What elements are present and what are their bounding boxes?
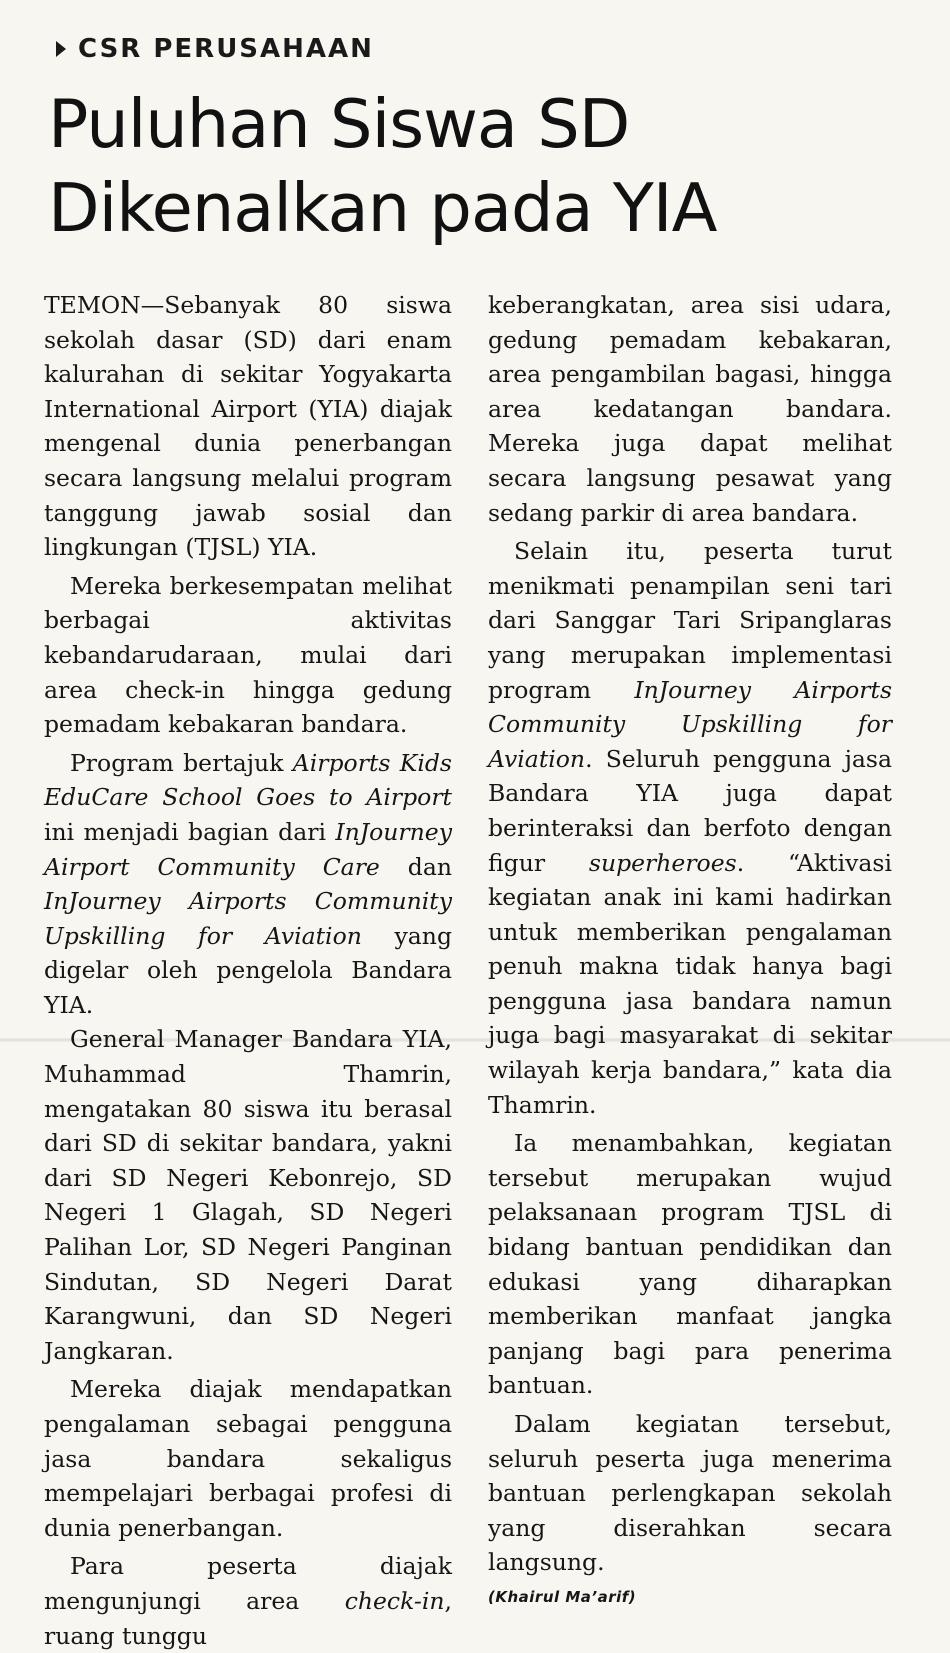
paragraph-8: Ia menambahkan, kegiatan tersebut merupakan wujud pelaksanaan program TJSL di bidang bantuan pendidikan dan edukasi yang diharapkan memberikan manfaat jangka panjang bagi para penerima bantuan. <box>488 1129 892 1400</box>
headline-line-2: Dikenalkan pada YIA <box>48 169 717 247</box>
paragraph-5: Mereka diajak mendapatkan pengalaman sebagai pengguna jasa bandara sekaligus mempelajari berbagai profesi di dunia penerbangan. <box>44 1375 452 1542</box>
headline <box>48 82 908 250</box>
paragraph-9: Dalam kegiatan tersebut, seluruh peserta juga menerima bantuan perlengkapan sekolah yang diserahkan secara langsung. <box>488 1410 892 1577</box>
triangle-bullet-icon <box>56 41 66 57</box>
rubric-label: CSR PERUSAHAAN <box>78 34 374 64</box>
paragraph-4: General Manager Bandara YIA, Muhammad Thamrin, mengatakan 80 siswa itu berasal dari SD di sekitar bandara, yakni dari SD Negeri Kebonrejo, SD Negeri 1 Glagah, SD Negeri Palihan Lor, SD Negeri Panginan Sindutan, SD Negeri Darat Karangwuni, dan SD Negeri Jangkaran. <box>44 1025 452 1365</box>
paragraph-2: Mereka berkesempatan melihat berbagai aktivitas kebandarudaraan, mulai dari area check-in hingga gedung pemadam kebakaran bandara. <box>44 571 452 739</box>
dateline: TEMON— <box>44 291 165 319</box>
paragraph-6-continued: keberangkatan, area sisi udara, gedung pemadam kebakaran, area pengambilan bagasi, hingga area kedatangan bandara. Mereka juga dapat melihat secara langsung pesawat yang sedang parkir di area bandara. <box>488 291 892 527</box>
paragraph-6: Para peserta diajak mengunjungi area check-in, ruang tunggu <box>44 1552 452 1650</box>
article-column-right <box>488 288 892 1615</box>
paragraph-7: Selain itu, peserta turut menikmati penampilan seni tari dari Sanggar Tari Sripanglaras yang merupakan implementasi program InJourney Airports Community Upskilling for Aviation. Seluruh pengguna jasa Bandara YIA juga dapat berinteraksi dan berfoto dengan figur superheroes. “Aktivasi kegiatan anak ini kami hadirkan untuk memberikan pengalaman penuh makna tidak hanya bagi pengguna jasa bandara namun juga bagi masyarakat di sekitar wilayah kerja bandara,” kata dia Thamrin. <box>488 537 893 1119</box>
section-rubric <box>56 34 374 64</box>
paragraph-1: TEMON—Sebanyak 80 siswa sekolah dasar (SD) dari enam kalurahan di sekitar Yogyakarta International Airport (YIA) diajak mengenal dunia penerbangan secara langsung melalui program tanggung jawab sosial dan lingkungan (TJSL) YIA. <box>44 291 452 562</box>
article-column-left <box>44 288 452 1653</box>
byline: (Khairul Ma’arif) <box>488 1587 637 1606</box>
paragraph-3: Program bertajuk Airports Kids EduCare School Goes to Airport ini menjadi bagian dari InJourney Airport Community Care dan InJourney Airports Community Upskilling for Aviation yang digelar oleh pengelola Bandara YIA. <box>44 748 452 1019</box>
headline-line-1: Puluhan Siswa SD <box>48 85 630 163</box>
